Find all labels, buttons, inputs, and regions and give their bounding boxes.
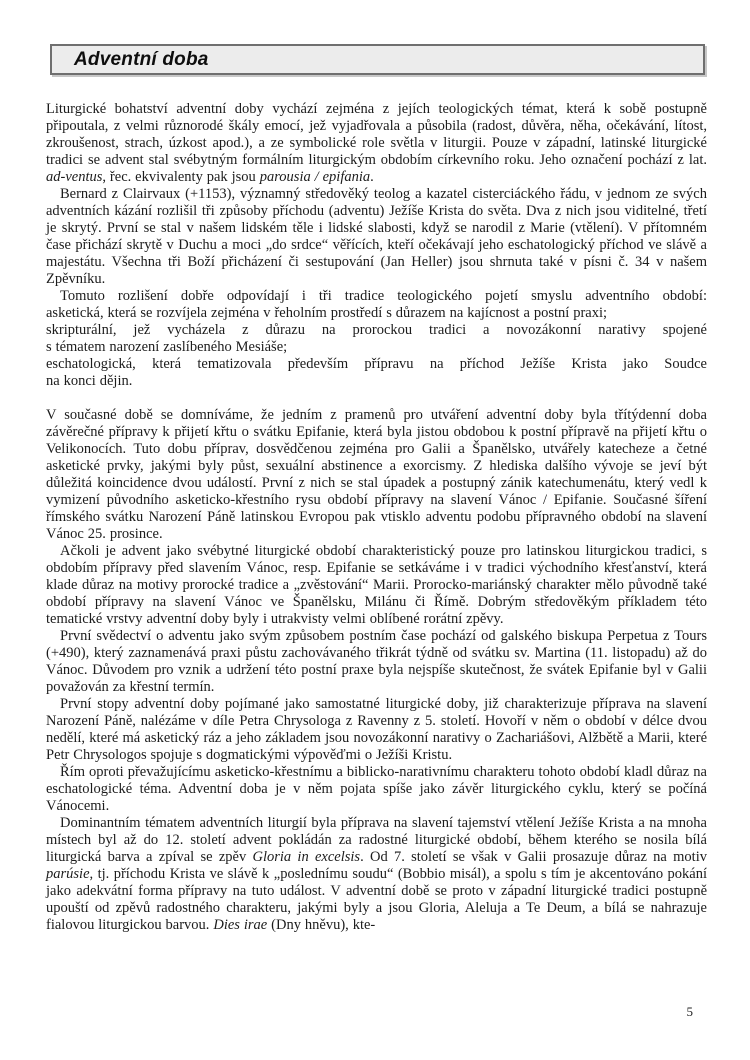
line-skripturalni-pokracovani [46,339,707,356]
para-prvni-svedectvi [46,628,707,696]
text-run: na konci dějin. [46,373,133,389]
text-run: s tématem narození zaslíbeného Mesiáše; [46,339,288,355]
text-run: Ačkoli je advent jako svébytné liturgické období charakteristický pouze pro latinskou liturgickou tradici, s obdobím přípravy před slavením Vánoc, resp. Epifanie se setkáváme i v tradici východního křesťanství, která klade důraz na motivy prorocké tradice a „zvěstování“ Marii. Prorocko-mariánský charakter mělo původně také období přípravy na slavení Vánoc ve Španělsku, Milánu či Římě. Dobrým středověkým příkladem této tematické vrstvy adventní doby byly i utrakvisty velmi oblíbené rorátní zpěvy. [46,543,707,627]
para-liturgicke-bohatstvi [46,101,707,186]
text-run: Liturgické bohatství adventní doby vychází zejména z jejích teologických témat, která k sobě postupně připoutala, z velmi různorodé škály emocí, jež vyjadřovala a působila (radost, důvěra, něha, očekávání, lítost, zkroušenost, strach, úzkost apod.), a ze symbolické role světla v liturgii. Pouze v západní, latinské liturgické tradici se advent stal svébytným formálním liturgickým obdobím církevního roku. Jeho označení pochází z lat. [46,101,707,168]
para-dominantnim-tematem [46,815,707,934]
line-eschatologicka [46,356,707,373]
text-run: (Dny hněvu), kte- [267,917,376,933]
italic-text-run: parúsie [46,866,90,882]
text-run: První stopy adventní doby pojímané jako samostatné liturgické doby, již charakterizuje příprava na slavení Narození Páně, nalézáme v díle Petra Chrysologa z Ravenny z 5. století. Hovoří v něm o období v délce dvou nedělí, které má asketický ráz a jeho základem jsou novozákonní narativy o Zachariášovi, Alžbětě a Marii, které Petr Chrysologos spojuje s dogmatickými výpověďmi o Ježíši Kristu. [46,696,707,763]
text-run: První svědectví o adventu jako svým způsobem postním čase pochází od galského biskupa Perpetua z Tours (+490), který zaznamenává praxi půstu zachovávaného třikrát týdně od svátku sv. Martina (11. listopadu) až do Vánoc. Důvodem pro vznik a udržení této postní praxe byla nejspíše skutečnost, že svátek Epifanie byl v Galii považován za křestní termín. [46,628,707,695]
para-prvni-stopy [46,696,707,764]
italic-text-run: Dies irae [213,917,268,933]
line-asketicka [46,305,707,322]
para-bernard-z-clairvaux [46,186,707,288]
text-run: , řec. ekvivalenty pak jsou [102,169,260,185]
text-run: . [370,169,374,185]
page-number: 5 [686,1004,693,1019]
section-title-box [50,44,705,75]
text-run: V současné době se domníváme, že jedním z pramenů pro utváření adventní doby byla třítýdenní doba závěrečné přípravy k přijetí křtu o svátku Epifanie, která byla jistou obdobou k postní přípravě na přijetí křtu o Velikonocích. Tuto dobu příprav, dosvědčenou zejména pro Galii a Španělsko, utvářely katecheze a četné asketické prvky, jakými byly půst, sexuální abstinence a exorcismy. Z hlediska dalšího vývoje se jeví být důležitá koincidence dvou událostí. První z nich se stal úpadek a postupný zánik katechumenátu, který vedl k vymizení původního asketicko-křestního rysu období přípravy na slavení Vánoc / Epifanie. Současné šíření římského svátku Narození Páně latinskou Evropou pak vtisklo adventu podobu přípravného období na slavení Vánoc 25. prosince. [46,407,707,542]
text-run: Řím oproti převažujícímu asketicko-křestnímu a biblicko-narativnímu charakteru tohoto období kladl důraz na eschatologické téma. Adventní doba je v něm pojata spíše jako závěr liturgického cyklu, který se počíná Vánocemi. [46,764,707,814]
para-tomuto-rozliseni [46,288,707,305]
text-run: . Od 7. století se však v Galii prosazuje důraz na motiv [360,849,707,865]
text-run: Tomuto rozlišení dobře odpovídají i tři tradice teologického pojetí smyslu adventního období: [60,288,707,304]
text-run: skripturální, jež vycházela z důrazu na prorockou tradici a novozákonní narativy spojené [46,322,707,338]
line-skripturalni [46,322,707,339]
section-title: Adventní doba [74,48,209,70]
italic-text-run: Gloria in excelsis [252,849,361,865]
text-run: , tj. příchodu Krista ve slávě k „poslednímu soudu“ (Bobbio misál), a spolu s tím je akcentováno pokání jako adekvátní forma přípravy na tuto událost. V adventní době se proto v západní liturgické tradici postupně upouští od zpěvů radostného charakteru, jakými byly a jsou Gloria, Aleluja a Te Deum, a bílá se nahrazuje fialovou liturgickou barvou. [46,866,707,933]
text-run: eschatologická, která tematizovala především přípravu na příchod Ježíše Krista jako Soudce [46,356,707,372]
italic-text-run: ad-ventus [46,169,103,185]
text-run: Bernard z Clairvaux (+1153), významný středověký teolog a kazatel cisterciáckého řádu, v jednom ze svých adventních kázání rozlišil tři způsoby příchodu (adventu) Ježíše Krista do světa. Dva z nich jsou viditelné, třetí je skrytý. První se stal v našem lidském těle i lidské slabosti, když se narodil z Marie (vtělení). V přítomném čase přichází skrytě v Duchu a moci „do srdce“ věřících, kteří očekávají jeho eschatologický příchod ve slávě a majestátu. Všechna tři Boží přicházení či sestupování (Jan Heller) jsou shrnuta také v písni č. 34 v našem Zpěvníku. [46,186,707,287]
text-run: Dominantním tématem adventních liturgií byla příprava na slavení tajemství vtělení Ježíše Krista a na mnoha místech byl až do 12. století advent pokládán za radostné liturgické období, během kterého se nosila bílá liturgická barva a zpíval se zpěv [46,815,707,865]
para-v-soucasne-dobe [46,407,707,543]
line-eschatologicka-pokracovani [46,373,707,390]
para-ackoli-je-advent [46,543,707,628]
para-rim-oproti [46,764,707,815]
italic-text-run: parousia / epifania [259,169,371,185]
text-run: asketická, která se rozvíjela zejména v řeholním prostředí s důrazem na kajícnost a postní praxi; [46,305,608,321]
document-body [46,101,707,934]
